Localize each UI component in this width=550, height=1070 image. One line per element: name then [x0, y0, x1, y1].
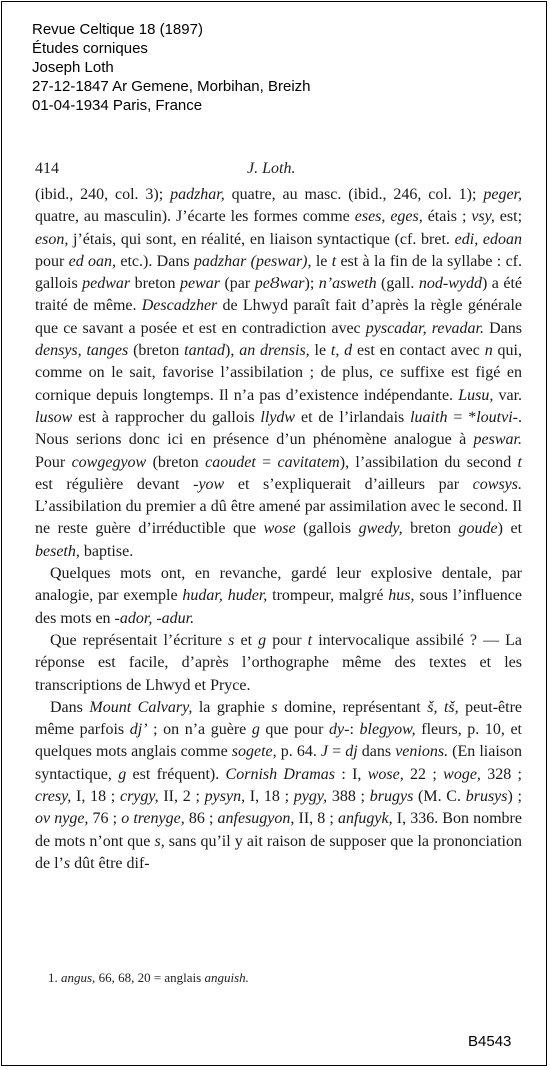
italic-term: blegyow,	[359, 721, 416, 739]
italic-term: pygy,	[293, 788, 328, 806]
text-run: :	[349, 721, 360, 739]
italic-term: brugys	[369, 788, 414, 806]
metadata-death: 01-04-1934 Paris, France	[32, 97, 203, 114]
italic-term: luaith	[410, 408, 448, 426]
text-run: ) ;	[507, 788, 523, 806]
italic-term: Cornish Dramas	[225, 765, 335, 783]
italic-term: s	[228, 631, 235, 649]
italic-term: peswar.	[473, 431, 522, 449]
italic-term: n	[484, 342, 493, 360]
text-run: 66, 68, 20 = anglais	[95, 970, 205, 985]
italic-term: crygy,	[119, 788, 159, 806]
metadata-journal: Revue Celtique 18 (1897)	[32, 21, 203, 38]
text-run: L’assibilation du premier a dû être amené par assimilation avec le second. Il ne reste guère d’irréductible que	[35, 498, 522, 538]
text-run: . Nous serions donc ici en présence d’un phénomène analogue à	[35, 408, 522, 449]
italic-term: g	[251, 721, 260, 739]
italic-term: llydw	[260, 408, 296, 426]
italic-term: cresy,	[35, 788, 72, 806]
metadata-title: Études corniques	[32, 40, 148, 57]
italic-term: angus,	[61, 970, 96, 985]
italic-term: cowsys.	[472, 475, 522, 493]
italic-term: pyscadar, revadar.	[365, 319, 485, 337]
italic-term: Lusu,	[458, 386, 494, 404]
italic-term: eson,	[35, 230, 69, 248]
text-run: 86 ;	[184, 810, 218, 828]
italic-term: vsy,	[471, 208, 495, 226]
italic-term: tantad	[184, 342, 226, 360]
text-run: sans qu’il y ait raison de supposer que la prononciation de l’	[35, 832, 522, 872]
text-run: fleurs, p. 10, et quelques mots anglais comme	[35, 721, 523, 761]
text-run: Que représentait l’écriture	[50, 631, 229, 649]
italic-term: woge,	[443, 765, 481, 783]
text-run: Quelques mots ont, en revanche, gardé leur explosive dentale, par analogie, par exemple	[35, 565, 522, 605]
text-run: est en contact avec	[352, 342, 485, 360]
text-run: le	[309, 342, 331, 360]
text-run: 22 ;	[403, 765, 444, 783]
text-run: (breton	[146, 453, 206, 471]
italic-term: cowgegyow	[71, 453, 147, 471]
italic-term: pedwar	[82, 275, 131, 293]
text-run: (gall.	[376, 275, 419, 293]
italic-term: loutvi-	[476, 408, 518, 426]
text-run: (ibid., 240, col. 3);	[35, 186, 171, 203]
text-run: 328 ;	[480, 765, 522, 783]
italic-term: adur.	[161, 609, 195, 627]
italic-term: brusys	[465, 788, 508, 806]
metadata-author: Joseph Loth	[32, 59, 114, 76]
metadata-birth: 27-12-1847 Ar Gemene, Morbihan, Breizh	[32, 78, 311, 95]
italic-term: s	[271, 698, 278, 716]
italic-term: anfugyk,	[337, 810, 393, 828]
italic-term: venions.	[395, 743, 449, 761]
text-run: breton	[402, 520, 459, 538]
text-run: et de l’irlandais	[295, 408, 411, 426]
text-run: -	[152, 609, 162, 627]
italic-term: padzhar,	[170, 186, 225, 203]
text-run: ) et	[497, 520, 523, 538]
text-run: );	[304, 275, 319, 293]
italic-term: yow	[198, 475, 225, 493]
text-run: II, 8 ;	[294, 810, 338, 828]
italic-term: ov nyge,	[35, 810, 89, 828]
text-run: sous l’influence des mots en -	[35, 587, 522, 627]
document-page	[1, 1, 547, 1066]
text-run: (breton	[128, 342, 185, 360]
text-run: quatre, au masculin). J’écarte les formes comme	[35, 208, 355, 226]
italic-term: t, d	[330, 342, 353, 360]
text-run: I, 336. Bon nombre de mots n’ont que	[35, 810, 522, 850]
text-run: 76 ;	[88, 810, 122, 828]
text-run: : I,	[335, 765, 368, 783]
text-run: le	[311, 252, 332, 270]
text-run: étais ;	[422, 208, 472, 226]
running-title: J. Loth.	[247, 160, 296, 177]
italic-term: wose	[263, 520, 296, 538]
italic-term: anfesugyon,	[217, 810, 295, 828]
text-run: pour	[35, 252, 69, 270]
paragraph-3	[35, 630, 522, 697]
footnote	[48, 970, 249, 986]
italic-term: dj	[345, 743, 358, 761]
document-stamp: B4543	[468, 1033, 512, 1050]
text-run: ), l’assibilation du second	[339, 453, 518, 471]
text-run: II, 2 ;	[158, 788, 205, 806]
italic-term: dy-	[329, 721, 350, 739]
text-run: =	[255, 453, 278, 471]
text-run: et s’expliquerait d’ailleurs par	[224, 475, 473, 493]
text-run: intervocalique assibilé ? — La réponse est facile, d’après l’orthographe même des textes et les transcriptions de Lhwyd et Pryce.	[35, 631, 523, 694]
text-run: quatre, au masc. (ibid., 246, col. 1);	[224, 186, 484, 203]
italic-term: š, tš,	[427, 698, 459, 716]
italic-term: t	[517, 453, 522, 471]
italic-term: g	[258, 631, 267, 649]
italic-term: lusow	[35, 408, 73, 426]
italic-term: s	[63, 854, 71, 872]
text-run: ) a été traité de même.	[35, 275, 523, 315]
text-run: domine, représentant	[277, 698, 428, 716]
text-run: de Lhwyd paraît fait d’après la règle générale que ce savant a posée et est en contradiction avec	[35, 297, 523, 337]
italic-term: Descadzher	[141, 297, 218, 315]
text-run: est régulière devant -	[35, 475, 199, 493]
text-run: la graphie	[192, 698, 272, 716]
paragraph-1	[35, 184, 522, 563]
italic-term: wose,	[367, 765, 404, 783]
italic-term: beseth,	[35, 542, 80, 560]
italic-term: n’asweth	[318, 275, 377, 293]
italic-term: eses, eges,	[354, 208, 423, 226]
text-run: est;	[494, 208, 523, 226]
document-metadata	[32, 20, 311, 115]
paragraph-4	[35, 697, 522, 875]
italic-term: densys, tanges	[35, 342, 129, 360]
italic-term: t	[331, 252, 337, 270]
text-run: I, 18 ;	[245, 788, 294, 806]
text-run: 1.	[48, 970, 61, 985]
italic-term: edi, edoan	[454, 230, 522, 248]
italic-term: hudar, huder,	[182, 587, 268, 605]
text-run: Dans	[484, 319, 522, 337]
footnote-rule	[35, 958, 135, 960]
italic-term: o trenyge,	[121, 810, 185, 828]
text-run: ),	[225, 342, 240, 360]
text-run: dût être dif-	[70, 854, 150, 872]
italic-term: pysyn,	[204, 788, 246, 806]
text-run: etc.). Dans	[116, 252, 194, 270]
paragraph-2	[35, 563, 522, 630]
text-run: j’étais, qui sont, en réalité, en liaison syntactique (cf. bret.	[68, 230, 455, 248]
text-run: = *	[447, 408, 477, 426]
text-run: dans	[357, 743, 396, 761]
body-text	[35, 184, 522, 875]
text-run: pour	[266, 631, 308, 649]
italic-term: goude	[458, 520, 498, 538]
text-run: I, 18 ;	[71, 788, 120, 806]
text-run: est à rapprocher du gallois	[72, 408, 261, 426]
text-run: =	[328, 743, 346, 761]
italic-term: ador,	[119, 609, 153, 627]
italic-term: s,	[154, 832, 165, 850]
text-run: trompeur, malgré	[267, 587, 389, 605]
italic-term: anguish.	[204, 970, 249, 985]
page-number: 414	[35, 160, 59, 177]
text-run: Dans	[50, 698, 90, 716]
text-run: 388 ;	[327, 788, 370, 806]
text-run: breton	[130, 275, 180, 293]
text-run: (M. C.	[413, 788, 466, 806]
text-run: baptise.	[79, 542, 134, 560]
italic-term: gwedy,	[358, 520, 403, 538]
text-run: (par	[220, 275, 255, 293]
italic-term: pewar	[180, 275, 220, 293]
text-run: qui, comme on le sait, favorise l’assibilation ; de plus, ce suffixe est figé en cornique depuis longtemps. Il n’a pas d’existence indépendante.	[35, 342, 522, 404]
text-run: var.	[493, 386, 523, 404]
italic-term: an drensis,	[239, 342, 310, 360]
italic-term: nod-wydd	[418, 275, 482, 293]
italic-term: g	[118, 765, 127, 783]
italic-term: peger,	[483, 186, 522, 203]
text-run: Pour	[35, 453, 72, 471]
italic-term: padzhar (peswar),	[193, 252, 312, 270]
text-run: est fréquent).	[126, 765, 226, 783]
italic-term: J	[320, 743, 329, 761]
text-run: (gallois	[295, 520, 359, 538]
text-run: et	[234, 631, 259, 649]
italic-term: cavitatem	[277, 453, 340, 471]
italic-term: Mount Calvary,	[89, 698, 193, 716]
italic-term: caoudet	[205, 453, 256, 471]
italic-term: sogete,	[231, 743, 277, 761]
italic-term: hus,	[388, 587, 415, 605]
italic-term: t	[307, 631, 313, 649]
running-head	[35, 160, 522, 182]
text-run: (En liaison syntactique,	[35, 743, 523, 783]
text-run: p. 64.	[276, 743, 321, 761]
text-run: peut-être même parfois	[35, 698, 523, 739]
italic-term: peȢwar	[254, 275, 305, 293]
text-run: ; on n’a guère	[147, 721, 252, 739]
text-run: que pour	[259, 721, 330, 739]
italic-term: ed oan,	[68, 252, 117, 270]
italic-term: dj’	[129, 721, 148, 739]
text-run: est à la fin de la syllabe : cf. gallois	[35, 252, 522, 293]
